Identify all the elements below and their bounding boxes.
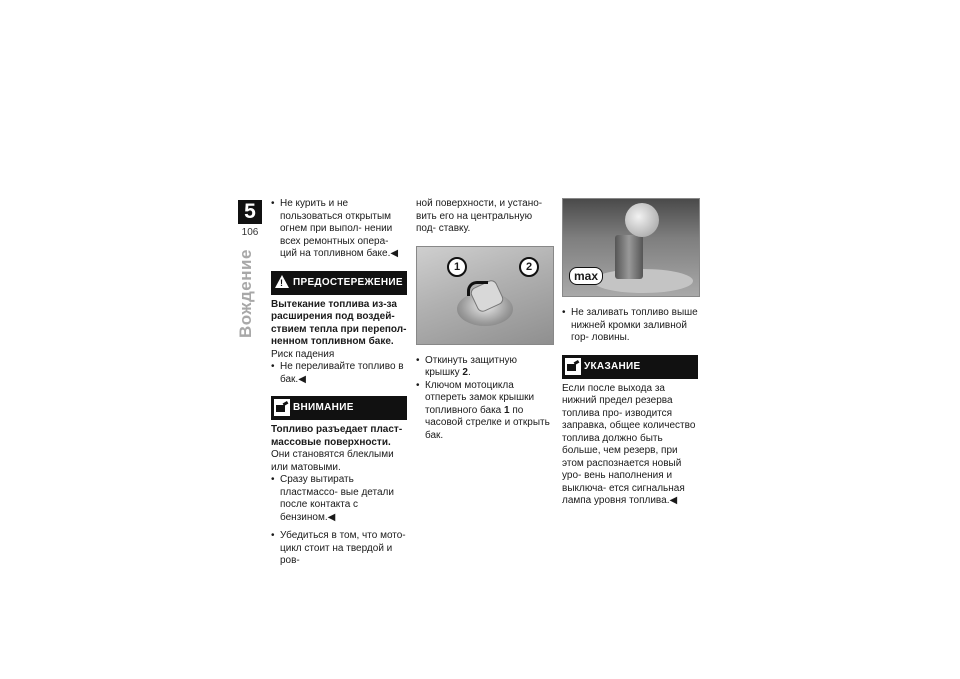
unlock-text: Ключом мотоцикла отпереть замок крышки топливного бака xyxy=(425,379,535,416)
warning-title: Вытекание топлива из-за расширения под воздей- ствием тепла при перепол- ненном топливном баке. xyxy=(271,298,407,347)
continuation-text: ной поверхности, и устано- вить его на центральную под- ставку. xyxy=(416,198,543,234)
caution-label: ВНИМАНИЕ xyxy=(293,402,354,413)
unlock-end: по часовой стрелке и открыть бак. xyxy=(425,404,550,441)
cap-top-shape xyxy=(625,203,659,237)
chapter-tab xyxy=(238,200,262,238)
open-cover-ref: 2 xyxy=(462,367,468,378)
warning-label: ПРЕДОСТЕРЕЖЕНИЕ xyxy=(293,276,403,288)
note-text: Если после выхода за нижний предел резерва топлива про- изводится заправка, общее количество топлива должно быть больше, чем резерв, при этом распознается новый уро- вень наполнения и выключа- ется сигнальная лампа уровня топлива.◀ xyxy=(562,382,696,506)
stand-bullet: • Убедиться в том, что мото- цикл стоит на твердой и ров- xyxy=(271,530,407,568)
open-cover-bullet xyxy=(416,355,552,380)
column-3 xyxy=(562,198,698,508)
filler-neck-shape xyxy=(615,235,643,279)
tank-rim-shape xyxy=(593,269,693,293)
column-2 xyxy=(416,198,552,442)
caution-hand-icon xyxy=(274,399,290,416)
warning-text: Риск падения xyxy=(271,348,335,360)
filler-neck-photo xyxy=(562,198,700,297)
column-1 xyxy=(271,198,407,568)
warning-header xyxy=(271,271,407,295)
caution-header xyxy=(271,396,407,420)
rotate-arrow-icon xyxy=(467,281,488,296)
callout-2: 2 xyxy=(519,257,539,277)
no-smoking-bullet: • Не курить и не пользоваться открытым огнем при выпол- нении всех ремонтных опера- ций на топливном баке.◀ xyxy=(271,198,407,261)
caution-text: Они становятся блеклыми или матовыми. xyxy=(271,449,394,473)
unlock-ref: 1 xyxy=(504,404,510,416)
no-overfill-bullet: • Не заливать топливо выше нижней кромки заливной гор- ловины. xyxy=(562,307,698,345)
note-label: УКАЗАНИЕ xyxy=(584,360,641,372)
warning-bullet: • Не переливайте топливо в бак.◀ xyxy=(271,361,407,386)
callout-1: 1 xyxy=(447,257,467,277)
max-label: max xyxy=(569,267,603,285)
note-header xyxy=(562,355,698,379)
caution-title: Топливо разъедает пласт- массовые поверхности. xyxy=(271,424,403,448)
warning-triangle-icon xyxy=(275,275,289,288)
section-title: Вождение xyxy=(236,249,255,338)
chapter-number: 5 xyxy=(238,200,262,224)
open-cover-text: Откинуть защитную крышку xyxy=(425,354,517,378)
unlock-bullet xyxy=(416,380,552,443)
caution-bullet: • Сразу вытирать пластмассо- вые детали после контакта с бензином.◀ xyxy=(271,474,407,524)
fuel-cap-photo xyxy=(416,246,554,345)
open-cover-end: . xyxy=(467,367,471,378)
note-hand-icon xyxy=(565,358,581,375)
page-number: 106 xyxy=(241,227,259,238)
